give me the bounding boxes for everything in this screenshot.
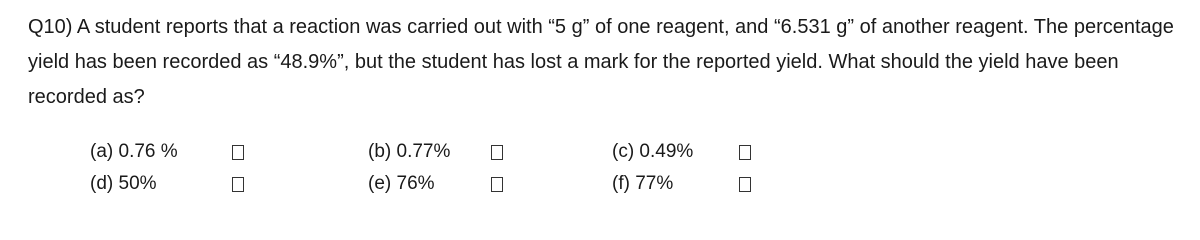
- option-f-checkbox[interactable]: [739, 177, 751, 192]
- option-d-checkbox[interactable]: [232, 177, 244, 192]
- question-text: Q10) A student reports that a reaction was carried out with “5 g” of one reagent, and “6.531 g” of another reagent. The percentage yield has been recorded as “48.9%”, but the student has lost a mark for the reported yield. What should the yield have been recorded as?: [28, 16, 1174, 108]
- option-b-checkbox[interactable]: [491, 145, 503, 160]
- option-d-label: (d) 50%: [90, 173, 157, 194]
- option-e-checkbox[interactable]: [491, 177, 503, 192]
- option-e-label: (e) 76%: [368, 173, 435, 194]
- option-a-checkbox[interactable]: [232, 145, 244, 160]
- option-c-label: (c) 0.49%: [612, 141, 694, 162]
- option-a-label: (a) 0.76 %: [90, 141, 178, 162]
- option-c-checkbox[interactable]: [739, 145, 751, 160]
- option-f-label: (f) 77%: [612, 173, 674, 194]
- option-b-label: (b) 0.77%: [368, 141, 451, 162]
